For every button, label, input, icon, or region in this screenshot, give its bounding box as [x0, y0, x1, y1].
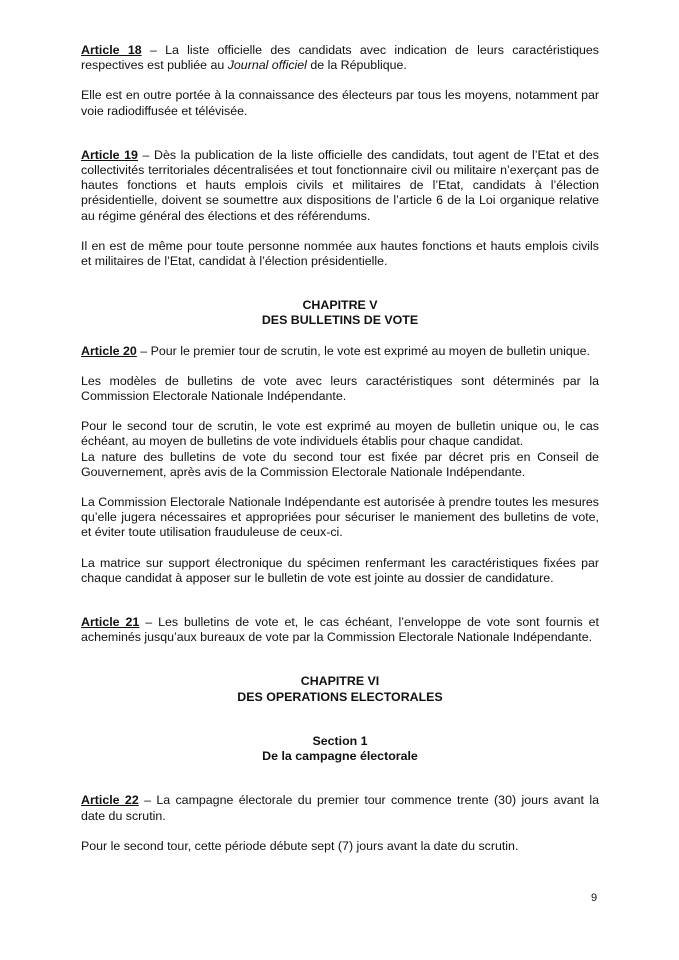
- article-21-text: – Les bulletins de vote et, le cas échéant, l’enveloppe de vote sont fournis et acheminés jusqu’aux bureaux de vote par la Commission Electorale Nationale Indépendante.: [81, 615, 599, 645]
- section-1-heading: [81, 734, 599, 764]
- section-1-number: Section 1: [312, 733, 368, 748]
- article-22-paragraph-1: [81, 793, 599, 823]
- article-18-label: Article 18: [81, 43, 142, 57]
- article-19-paragraph-1: [81, 148, 599, 224]
- chapter-6-number: CHAPITRE VI: [300, 674, 380, 689]
- page-number: 9: [591, 892, 598, 904]
- article-20-paragraph-3: Pour le second tour de scrutin, le vote est exprimé au moyen de bulletin unique ou, le cas échéant, au moyen de bulletins de vote individuels établis pour chaque candidat.: [81, 419, 599, 449]
- spacer: [81, 601, 599, 615]
- chapter-5-number: CHAPITRE V: [302, 298, 378, 313]
- article-21-label: Article 21: [81, 615, 140, 630]
- article-20-label: Article 20: [81, 343, 137, 358]
- spacer: [81, 134, 599, 148]
- page-content: [81, 43, 599, 869]
- article-18-paragraph-2: Elle est en outre portée à la connaissance des électeurs par tous les moyens, notamment par voie radiodiffusée et télévisée.: [81, 88, 599, 118]
- spacer: [81, 660, 599, 674]
- article-21-paragraph-1: [81, 615, 599, 645]
- spacer: [81, 284, 599, 298]
- section-1-title: De la campagne électorale: [262, 749, 418, 764]
- article-20-paragraph-6: La matrice sur support électronique du spécimen renfermant les caractéristiques fixées par chaque candidat à apposer sur le bulletin de vote est jointe au dossier de candidature.: [81, 555, 599, 585]
- article-22-label: Article 22: [81, 793, 139, 808]
- chapter-5-heading: [81, 298, 599, 328]
- article-18-text-start: – La liste officielle des candidats avec indication de leurs caractéristiques respectives est publiée au: [81, 43, 599, 73]
- article-20-paragraph-1: [81, 344, 599, 359]
- article-19-text: – Dès la publication de la liste officielle des candidats, tout agent de l’Etat et des collectivités territoriales décentralisées et tout fonctionnaire civil ou militaire n’exerçant pas de hautes fonctions et hauts emplois civils et militaires de l’Etat, candidats à l’élection présidentielle, doivent se soumettre aux dispositions de l’article 6 de la Loi organique relative au régime général des élections et des référendums.: [81, 147, 599, 223]
- spacer: [81, 720, 599, 734]
- article-20-paragraph-4: La nature des bulletins de vote du second tour est fixée par décret pris en Conseil de Gouvernement, après avis de la Commission Electorale Nationale Indépendante.: [81, 449, 599, 479]
- article-18-paragraph-1: [81, 43, 599, 73]
- article-20-paragraph-5: La Commission Electorale Nationale Indépendante est autorisée à prendre toutes les mesures qu’elle jugera nécessaires et appropriées pour sécuriser le maniement des bulletins de vote, et éviter toute utilisation frauduleuse de ceux-ci.: [81, 495, 599, 540]
- chapter-6-title: DES OPERATIONS ELECTORALES: [237, 689, 443, 704]
- chapter-5-title: DES BULLETINS DE VOTE: [261, 313, 419, 328]
- article-22-paragraph-2: Pour le second tour, cette période débute sept (7) jours avant la date du scrutin.: [81, 838, 519, 853]
- article-18-text-end: de la République.: [306, 58, 407, 73]
- article-20-paragraph-2: Les modèles de bulletins de vote avec leurs caractéristiques sont déterminés par la Commission Electorale Nationale Indépendante.: [81, 373, 599, 404]
- spacer: [81, 779, 599, 793]
- article-19-paragraph-2: Il en est de même pour toute personne nommée aux hautes fonctions et hauts emplois civils et militaires de l’Etat, candidat à l’élection présidentielle.: [81, 238, 599, 269]
- chapter-6-heading: [81, 674, 599, 704]
- article-22-text: – La campagne électorale du premier tour commence trente (30) jours avant la date du scrutin.: [81, 793, 599, 823]
- article-19-label: Article 19: [81, 147, 138, 162]
- article-20-text: – Pour le premier tour de scrutin, le vote est exprimé au moyen de bulletin unique.: [136, 343, 590, 358]
- journal-officiel-italic: Journal officiel: [227, 58, 307, 73]
